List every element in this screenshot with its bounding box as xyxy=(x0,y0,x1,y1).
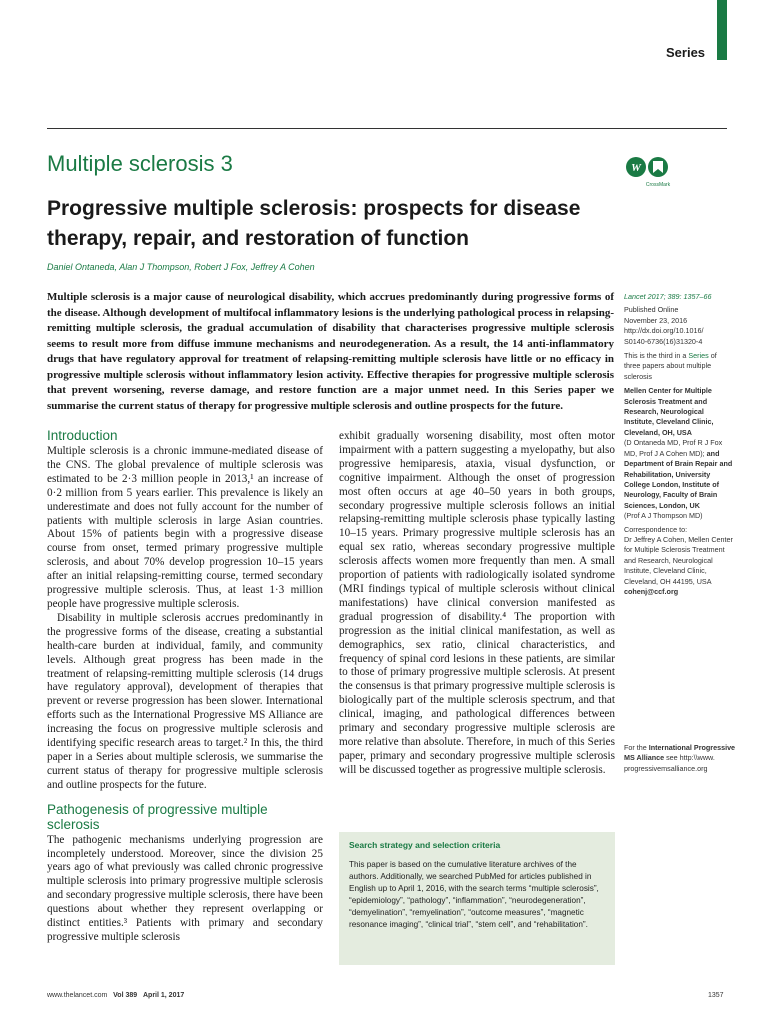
heading-introduction: Introduction xyxy=(47,428,118,443)
published-label: Published Online xyxy=(624,305,679,315)
series-color-bar xyxy=(717,0,727,60)
paragraph: Multiple sclerosis is a chronic immune-mediated disease of the CNS. The global prevalence of multiple sclerosis was estimated to be 2·3 million people in 2013,¹ an increase of 0·2 million from 5 years earlier. This prevalence is likely an underestimate and does not fully account for the number of patients with multiple sclerosis in large Asian countries. About 15% of patients begin with a progressive disease course from onset, termed primary progressive multiple sclerosis, and about 70% develop progression 10–15 years after an initial relapsing-remitting course, termed secondary progressive multiple sclerosis. Thus, at least 1·3 million people have progressive multiple sclerosis. xyxy=(47,445,323,610)
footer-volume: Vol 389 xyxy=(113,992,138,999)
heading-pathogenesis: Pathogenesis of progressive multiple sclerosis xyxy=(47,801,268,832)
search-strategy-box xyxy=(339,832,615,965)
affiliations: Mellen Center for Multiple Sclerosis Treatment and Research, Neurological Institute, Cleveland Clinic, Cleveland, OH, USA (D Ontaneda MD, Prof R J Fox MD, Prof J A Cohen MD); and Department of Brain Repair and Rehabilitation, University College London, Institute of Neurology, Faculty of Brain Sciences, London, UK (Prof A J Thompson MD) xyxy=(624,386,733,521)
footer-site[interactable]: www.thelancet.com xyxy=(47,992,108,999)
doi-link[interactable]: http://dx.doi.org/10.1016/ S0140-6736(16)31320-4 xyxy=(624,326,704,346)
alliance-link[interactable]: see http:\\www. progressivemsalliance.org xyxy=(624,753,715,773)
footer-date: April 1, 2017 xyxy=(143,992,185,999)
crossmark-label: CrossMark xyxy=(645,182,671,188)
pathogenesis-text xyxy=(47,834,323,945)
series-label: Series xyxy=(666,45,706,60)
article-info xyxy=(624,292,734,597)
paragraph: The pathogenic mechanisms underlying progression are incompletely understood. Moreover, since the division 25 years ago of what previously was called chronic progressive multiple sclerosis into primary progressive multiple sclerosis and secondary progressive multiple sclerosis, there have been questions about whether they represent overlapping or distinct entities.³ Patients with primary and secondary progressive multiple sclerosis xyxy=(47,833,323,943)
correspondence-email[interactable]: cohenj@ccf.org xyxy=(624,586,679,596)
alliance-note: For the International Progressive MS Alliance see http:\\www. progressivemsalliance.org xyxy=(624,743,736,773)
paragraph: exhibit gradually worsening disability, most often motor impairment with a pattern suggesting a myelopathy, but also progressive hemiparesis, ataxia, visual dysfunction, or cognitive impairment. Although the onset of progression most often occurs at age 40–50 years in both groups, secondary progressive multiple sclerosis follows an initial relapsing-remitting multiple sclerosis phase typically lasting 10–15 years. Primary progressive multiple sclerosis has an equal sex ratio, whereas secondary progressive multiple sclerosis affects women more frequently than men. A small proportion of patients with radiologically isolated syndrome (MRI findings typical of multiple sclerosis without clinical manifestations) have clinical conversion manifested as gradual progression of disability.⁴ The proportion with progression as the initial clinical manifestation, as well as demographics, sex ratio, clinical characteristics, and frequency of spinal cord lesions in these patients, are similar to those of primary progressive multiple sclerosis. At present the consensus is that primary progressive multiple sclerosis is biologically part of the multiple sclerosis spectrum, and that clinical, imaging, and pathological differences between primary and secondary progressive multiple sclerosis are more relative than absolute. Therefore, in much of this Series paper, primary and secondary progressive multiple sclerosis will be discussed together as progressive multiple sclerosis. xyxy=(339,430,615,776)
crossmark-logo[interactable] xyxy=(624,155,672,189)
header-rule xyxy=(47,128,727,129)
abstract: Multiple sclerosis is a major cause of neurological disability, which accrues predominantly during progressive forms of the disease. Although development of multifocal inflammatory lesions is the underlying pathological process in relapsing-remitting multiple sclerosis, the gradual accumulation of disability that characterises progressive multiple sclerosis seems to result more from diffuse immune mechanisms and neurodegeneration. As a result, the 14 anti-inflammatory drugs that have regulatory approval for treatment of relapsing-remitting multiple sclerosis have little or no efficacy in progressive multiple sclerosis without inflammatory lesion activity. Effective therapies for progressive multiple sclerosis that prevent worsening, reverse damage, and restore function are a major unmet need. In this Series paper we summarise the current status of therapy for progressive multiple sclerosis and outline prospects for the future. xyxy=(47,291,614,412)
citation: Lancet 2017; 389: 1357–66 xyxy=(624,292,712,301)
search-strategy-text: This paper is based on the cumulative literature archives of the authors. Additionally, we searched PubMed for articles published in English up to April 1, 2016, with the search terms “multiple sclerosis”, “epidemiology”, “pathology”, “inflammation”, “neurodegeneration”, “demyelination”, “remyelination”, “outcome measures”, “magnetic resonance imaging”, “clinical trial”, “stem cell”, and “rehabilitation”. xyxy=(349,860,599,930)
svg-text:W: W xyxy=(631,162,641,174)
column-left xyxy=(47,428,323,945)
series-link[interactable]: Series xyxy=(688,351,709,361)
author-list: Daniel Ontaneda, Alan J Thompson, Robert J Fox, Jeffrey A Cohen xyxy=(47,262,315,272)
article-title: Progressive multiple sclerosis: prospects for disease therapy, repair, and restoration of function xyxy=(47,197,581,250)
introduction-text xyxy=(47,445,323,793)
search-strategy-heading: Search strategy and selection criteria xyxy=(349,840,501,850)
column-right xyxy=(339,430,615,778)
paragraph: Disability in multiple sclerosis accrues predominantly in the progressive forms of the disease, creating a substantial health-care burden at individual, family, and community levels. Although great progress has been made in the treatment of relapsing-remitting multiple sclerosis (14 drugs have regulatory approval), development of therapies that prevent or reverse progression has been slower. International efforts such as the International Progressive MS Alliance are increasing the focus on progressive multiple sclerosis and identifying specific research areas to target.² In this, the third paper in a Series about multiple sclerosis, we summarise the current status of therapy for progressive multiple sclerosis and outline prospects for the future. xyxy=(47,611,323,791)
published-date: November 23, 2016 xyxy=(624,315,688,325)
correspondence: Correspondence to: Dr Jeffrey A Cohen, Mellen Center for Multiple Sclerosis Treatment and Research, Neurological Institute, Cleveland Clinic, Cleveland, OH 44195, USA cohenj@ccf.org xyxy=(624,524,733,596)
footer-left xyxy=(47,992,184,999)
page-number: 1357 xyxy=(708,992,724,999)
section-title: Multiple sclerosis 3 xyxy=(47,151,233,176)
series-note: This is the third in a Series of three papers about multiple sclerosis xyxy=(624,351,717,381)
